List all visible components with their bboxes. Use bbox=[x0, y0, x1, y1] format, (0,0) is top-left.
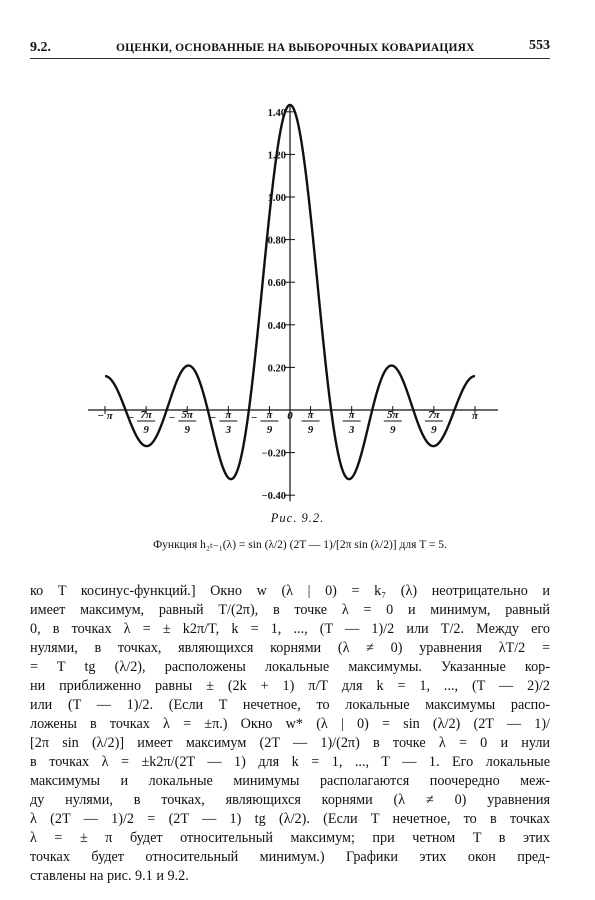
x-tick-sign: − bbox=[209, 412, 217, 424]
y-tick-label: 1.20 bbox=[267, 150, 286, 162]
body-line: имеет максимум, равный T/(2π), в точке λ = 0 и минимум, равный bbox=[30, 602, 550, 618]
body-line: в точках λ = ±k2π/(2T — 1) для k = 1, ..., T — 1. Его локальные bbox=[30, 754, 550, 770]
y-tick-label: 1.40 bbox=[267, 107, 286, 119]
body-line: 0, в точках λ = ± k2π/T, k = 1, ..., (T — 1)/2 или T/2. Между его bbox=[30, 621, 550, 637]
body-line: [2π sin (λ/2)] имеет максимум (2T — 1)/(2π) в точке λ = 0 и нули bbox=[30, 735, 550, 751]
y-tick-label: 0.80 bbox=[267, 235, 286, 247]
x-tick-sign: − bbox=[168, 412, 176, 424]
running-title: ОЦЕНКИ, ОСНОВАННЫЕ НА ВЫБОРОЧНЫХ КОВАРИАЦИЯХ bbox=[116, 42, 475, 54]
x-tick-label: π bbox=[471, 410, 479, 422]
x-tick-numerator: π bbox=[225, 409, 232, 421]
x-tick-numerator: π bbox=[266, 409, 273, 421]
x-tick-numerator: π bbox=[307, 409, 314, 421]
body-line: точках будет относительный минимум.) Графики этих окон пред- bbox=[30, 849, 550, 865]
body-line: = T tg (λ/2), расположены локальные максимумы. Указанные кор- bbox=[30, 659, 550, 675]
body-line: или (T — 1)/2. (Если T нечетное, то локальные максимумы распо- bbox=[30, 697, 550, 713]
x-tick-denominator: 9 bbox=[390, 424, 396, 436]
y-tick-label: 0.20 bbox=[267, 363, 286, 375]
body-line: ни приближенно равны ± (2k + 1) π/T для k = 1, ..., (T — 2)/2 bbox=[30, 678, 550, 694]
x-tick-label: − π bbox=[97, 410, 113, 422]
y-tick-label: −0.40 bbox=[261, 491, 286, 503]
figure-label: Рис. 9.2. bbox=[270, 511, 325, 525]
body-line: максимумы и локальные минимумы располагаются поочередно меж- bbox=[30, 773, 550, 789]
x-tick-sign: − bbox=[250, 412, 258, 424]
x-tick-denominator: 9 bbox=[143, 424, 149, 436]
x-tick-sign: − bbox=[127, 412, 135, 424]
x-tick-denominator: 9 bbox=[184, 424, 190, 436]
x-tick-denominator: 3 bbox=[348, 424, 355, 436]
body-line: ставлены на рис. 9.1 и 9.2. bbox=[30, 868, 189, 884]
body-line: λ (2T — 1)/2 = (2T — 1) tg (λ/2). (Если T нечетное, то в точках bbox=[30, 811, 550, 827]
page-number: 553 bbox=[529, 38, 550, 53]
y-tick-label: 0.40 bbox=[267, 320, 286, 332]
x-tick-numerator: 5π bbox=[387, 409, 399, 421]
x-tick-denominator: 9 bbox=[307, 424, 314, 436]
y-tick-label: −0.20 bbox=[261, 448, 286, 460]
x-tick-denominator: 3 bbox=[225, 424, 232, 436]
body-line: ко T косинус-функций.] Окно w (λ | 0) = k₇ (λ) неотрицательно и bbox=[30, 583, 550, 599]
x-tick-numerator: 7π bbox=[428, 409, 440, 421]
section-number: 9.2. bbox=[30, 40, 51, 55]
body-text bbox=[30, 582, 550, 886]
figure-caption: Функция h₂ₜ₋₁(λ) = sin (λ/2) (2T — 1)/[2π sin (λ/2)] для T = 5. bbox=[153, 539, 447, 551]
body-line: λ = ± π будет относительный максимум; при четном T в этих bbox=[30, 830, 550, 846]
body-line: нулями, в точках, являющихся корнями (λ ≠ 0) уравнения λT/2 = bbox=[30, 640, 550, 656]
y-tick-label: 1.00 bbox=[267, 193, 286, 204]
x-tick-denominator: 9 bbox=[266, 424, 273, 436]
x-tick-numerator: 7π bbox=[140, 409, 152, 421]
x-tick-numerator: 5π bbox=[181, 409, 193, 421]
x-tick-denominator: 9 bbox=[431, 424, 437, 436]
body-line: ду нулями, в точках, являющихся корнями (λ ≠ 0) уравнения bbox=[30, 792, 550, 808]
y-tick-label: 0.60 bbox=[267, 278, 286, 290]
x-tick-label: 0 bbox=[287, 410, 293, 422]
body-line: ложены в точках λ = ±π.) Окно w* (λ | 0) = sin (λ/2) (2T — 1)/ bbox=[30, 716, 550, 732]
x-tick-numerator: π bbox=[348, 409, 355, 421]
